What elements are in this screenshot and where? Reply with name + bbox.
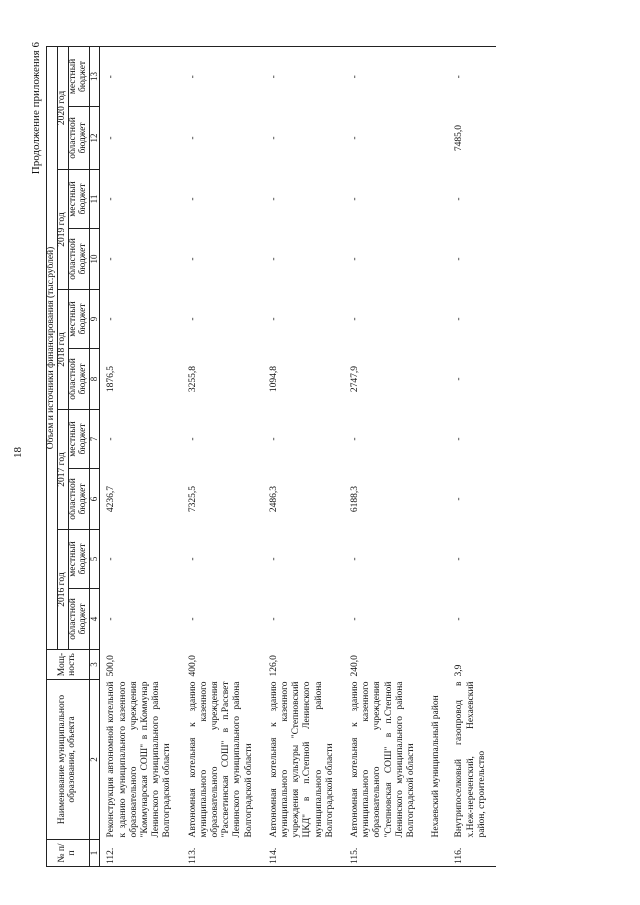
cell-value: -: [106, 317, 117, 321]
cell-value: -: [344, 46, 425, 106]
header-local: местный бюджет: [68, 530, 89, 589]
cell-value: -: [187, 257, 198, 261]
col-number: 10: [89, 229, 99, 290]
cell-value: 4236,7: [106, 485, 117, 513]
cell-value: -: [454, 317, 465, 321]
cell-value: -: [100, 46, 182, 106]
col-number: 2: [89, 680, 99, 840]
col-number: 1: [89, 840, 99, 867]
row-power: 500,0: [106, 655, 117, 677]
cell-value: -: [268, 257, 279, 261]
cell-value: 7485,0: [454, 124, 465, 152]
row-power: 3,9: [454, 664, 465, 677]
table-body: [100, 46, 496, 866]
header-num: № п/п: [47, 840, 90, 867]
header-local: местный бюджет: [68, 410, 89, 469]
header-local: местный бюджет: [68, 46, 89, 106]
col-number: 8: [89, 349, 99, 410]
row-object-name: Автономная котельная к зданию муниципального казенного учреждения культуры "Степновский ЦКД" в п.Степной Ленинского муниципального района Волгоградской области: [268, 681, 335, 838]
row-power: 240,0: [349, 655, 360, 677]
row-object-name: Внутрипоселковый газопровод в х.Неж-нереченский, Нехаевский район, строительство: [454, 681, 487, 838]
cell-value: -: [106, 557, 117, 561]
cell-value: -: [349, 557, 360, 561]
section-row: [425, 46, 448, 866]
row-number: 113.: [182, 840, 263, 867]
cell-value: -: [349, 317, 360, 321]
col-number: 11: [89, 170, 99, 229]
col-number: 12: [89, 107, 99, 170]
cell-value: -: [454, 257, 465, 261]
cell-value: -: [268, 317, 279, 321]
header-year: 2018 год: [57, 290, 68, 410]
cell-value: -: [182, 46, 263, 106]
header-regional: областной бюджет: [68, 469, 89, 530]
row-object-name: Автономная котельная к зданию муниципального казенного образовательного учреждения "Рассветинская СОШ" в п.Рассвет Ленинского муниципального района Волгоградской области: [187, 681, 254, 838]
cell-value: -: [268, 557, 279, 561]
header-regional: областной бюджет: [68, 589, 89, 650]
row-number: 112.: [100, 840, 182, 867]
cell-value: -: [454, 497, 465, 501]
cell-value: -: [187, 557, 198, 561]
table-row: [344, 46, 425, 866]
row-number: 114.: [263, 840, 344, 867]
cell-value: -: [187, 317, 198, 321]
row-object-name: Реконструкция автономной котельной к зданию муниципального казенного образовательного учреждения "Коммунарская СОШ" в п.Коммунар Ленинского муниципального района Волгоградской области: [106, 681, 173, 838]
cell-value: -: [106, 617, 117, 621]
header-power: Мощ- ность: [47, 650, 90, 680]
header-year: 2017 год: [57, 410, 68, 530]
cell-value: -: [187, 437, 198, 441]
col-number: 13: [89, 46, 99, 106]
cell-value: -: [187, 617, 198, 621]
col-number: 6: [89, 469, 99, 530]
col-number: 3: [89, 650, 99, 680]
section-title: Нехаевский муниципальный район: [431, 695, 442, 838]
page-number: 18: [12, 447, 24, 458]
header-local: местный бюджет: [68, 290, 89, 349]
header-column-numbers: [89, 46, 99, 866]
table-row: [448, 46, 496, 866]
cell-value: 7325,5: [187, 485, 198, 513]
table-row: [182, 46, 263, 866]
funding-table: [46, 46, 496, 867]
cell-value: -: [454, 437, 465, 441]
cell-value: -: [349, 437, 360, 441]
row-object-name: Автономная котельная к зданию муниципального казенного образовательного учреждения "Степновская СОШ" в п.Степной Ленинского муниципального района Волгоградской области: [349, 681, 416, 838]
cell-value: 2747,9: [349, 365, 360, 393]
cell-value: -: [268, 617, 279, 621]
header-year: 2016 год: [57, 530, 68, 650]
header-year: 2019 год: [57, 170, 68, 290]
row-number: 116.: [448, 840, 496, 867]
row-power: 400,0: [187, 655, 198, 677]
cell-value: -: [349, 197, 360, 201]
cell-value: 1876,5: [106, 365, 117, 393]
cell-value: -: [268, 437, 279, 441]
header-regional: областной бюджет: [68, 107, 89, 170]
cell-value: -: [454, 197, 465, 201]
table-row: [263, 46, 344, 866]
header-local: местный бюджет: [68, 170, 89, 229]
table-row: [100, 46, 182, 866]
cell-value: -: [263, 46, 344, 106]
header-regional: областной бюджет: [68, 349, 89, 410]
cell-value: -: [106, 136, 117, 140]
cell-value: 6188,3: [349, 485, 360, 513]
cell-value: -: [448, 46, 496, 106]
cell-value: -: [106, 437, 117, 441]
cell-value: -: [349, 136, 360, 140]
cell-value: -: [349, 617, 360, 621]
col-number: 9: [89, 290, 99, 349]
header-regional: областной бюджет: [68, 229, 89, 290]
header-funding: Объем и источники финансирования (тыс.рублей): [47, 46, 58, 649]
table-header: [47, 46, 100, 866]
cell-value: -: [187, 136, 198, 140]
row-number: 115.: [344, 840, 425, 867]
cell-value: -: [106, 257, 117, 261]
cell-value: -: [106, 197, 117, 201]
col-number: 5: [89, 530, 99, 589]
cell-value: -: [268, 136, 279, 140]
cell-value: 1094,8: [268, 365, 279, 393]
cell-value: -: [349, 257, 360, 261]
col-number: 4: [89, 589, 99, 650]
cell-value: -: [454, 617, 465, 621]
continuation-note: Продолжение приложения 6: [30, 42, 42, 175]
header-name: Наименование муниципального образования, объекта: [47, 680, 90, 840]
cell-value: -: [454, 377, 465, 381]
cell-value: 3255,8: [187, 365, 198, 393]
row-power: 126,0: [268, 655, 279, 677]
cell-value: -: [454, 557, 465, 561]
cell-value: -: [268, 197, 279, 201]
cell-value: -: [187, 197, 198, 201]
cell-value: 2486,3: [268, 485, 279, 513]
col-number: 7: [89, 410, 99, 469]
header-year: 2020 год: [57, 46, 68, 169]
